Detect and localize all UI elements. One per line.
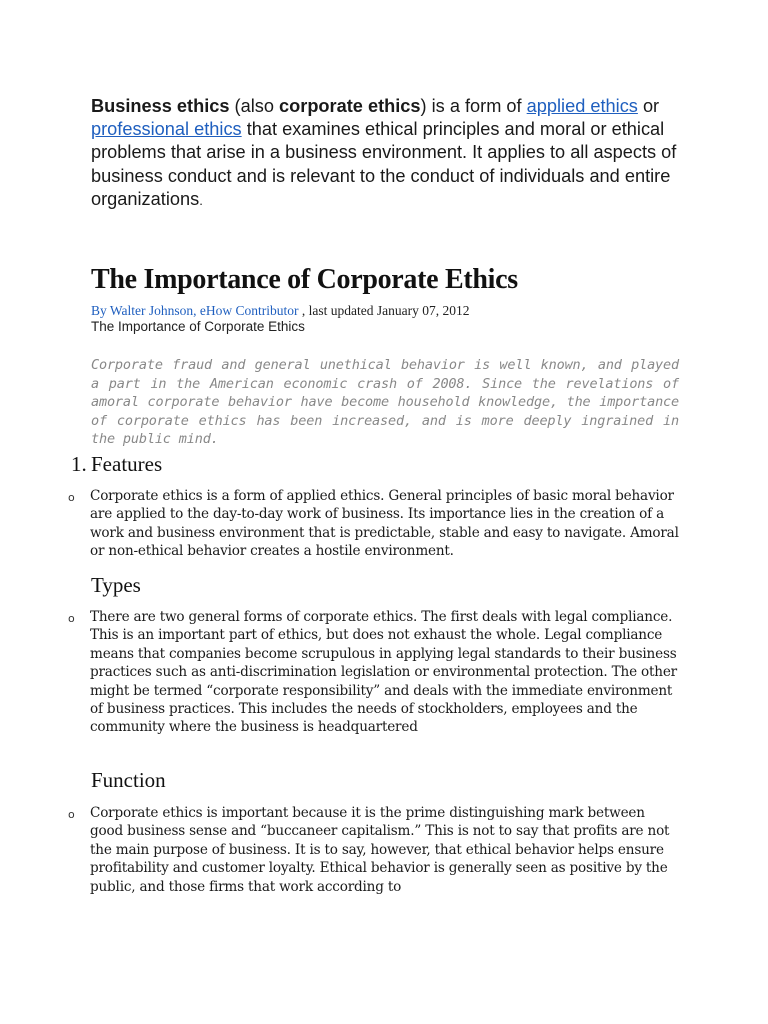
intro-text-2: ) is a form of xyxy=(420,96,527,116)
section-text-types: There are two general forms of corporate ethics. The first deals with legal compliance. This is an important part of ethics, but does not exhaust the whole. Legal compliance means that companies become scrupulous in applying legal standards to their business practices such as anti-discrimination legislation or environmental protection. The other might be termed “corporate responsibility” and deals with the immediate environment of business practices. This includes the needs of stockholders, employees and the community where the business is headquartered xyxy=(90,609,677,736)
section-heading-types: Types xyxy=(91,573,141,597)
bullet-marker: o xyxy=(68,491,75,504)
section-heading-function: Function xyxy=(91,768,166,792)
author-link[interactable]: By Walter Johnson, eHow Contributor xyxy=(91,303,299,318)
term-corporate-ethics: corporate ethics xyxy=(279,96,421,116)
term-business-ethics: Business ethics xyxy=(91,96,230,116)
intro-end-period: . xyxy=(199,192,203,208)
section-heading-features: Features xyxy=(91,452,163,476)
bullet-marker: o xyxy=(68,808,75,821)
professional-ethics-link[interactable]: professional ethics xyxy=(91,119,242,140)
byline-date: , last updated January 07, 2012 xyxy=(298,303,470,318)
article-title: The Importance of Corporate Ethics xyxy=(91,264,518,295)
applied-ethics-link[interactable]: applied ethics xyxy=(526,96,638,116)
bullet-marker: o xyxy=(68,612,75,625)
article-subhead: The Importance of Corporate Ethics xyxy=(91,319,305,334)
lead-paragraph: Corporate fraud and general unethical behavior is well known, and played a part in the American economic crash of 2008. Since the revelations of amoral corporate behavior have become household knowledge, the importance of corporate ethics has been increased, and is more deeply ingrained in the public mind. xyxy=(91,357,679,447)
section-number-features: 1. xyxy=(71,452,87,476)
section-text-features: Corporate ethics is a form of applied ethics. General principles of basic moral behavior are applied to the day-to-day work of business. Its importance lies in the creation of a work and business environment that is predictable, stable and easy to navigate. Amoral or non-ethical behavior creates a hostile environment. xyxy=(90,488,679,560)
intro-text-4: that examines ethical principles and moral or ethical problems that arise in a business environment. It applies to all aspects of business conduct and is relevant to the conduct of individuals and entire organizations xyxy=(91,119,677,209)
byline xyxy=(91,303,470,319)
intro-text-1: (also xyxy=(229,96,280,116)
section-text-function: Corporate ethics is important because it is the prime distinguishing mark between good business sense and “buccaneer capitalism.” This is not to say that profits are not the main purpose of business. It is to say, however, that ethical behavior helps ensure profitability and customer loyalty. Ethical behavior is generally seen as positive by the public, and those firms that work according to xyxy=(90,805,670,895)
intro-text-3: or xyxy=(637,96,660,116)
intro-paragraph xyxy=(91,95,691,212)
